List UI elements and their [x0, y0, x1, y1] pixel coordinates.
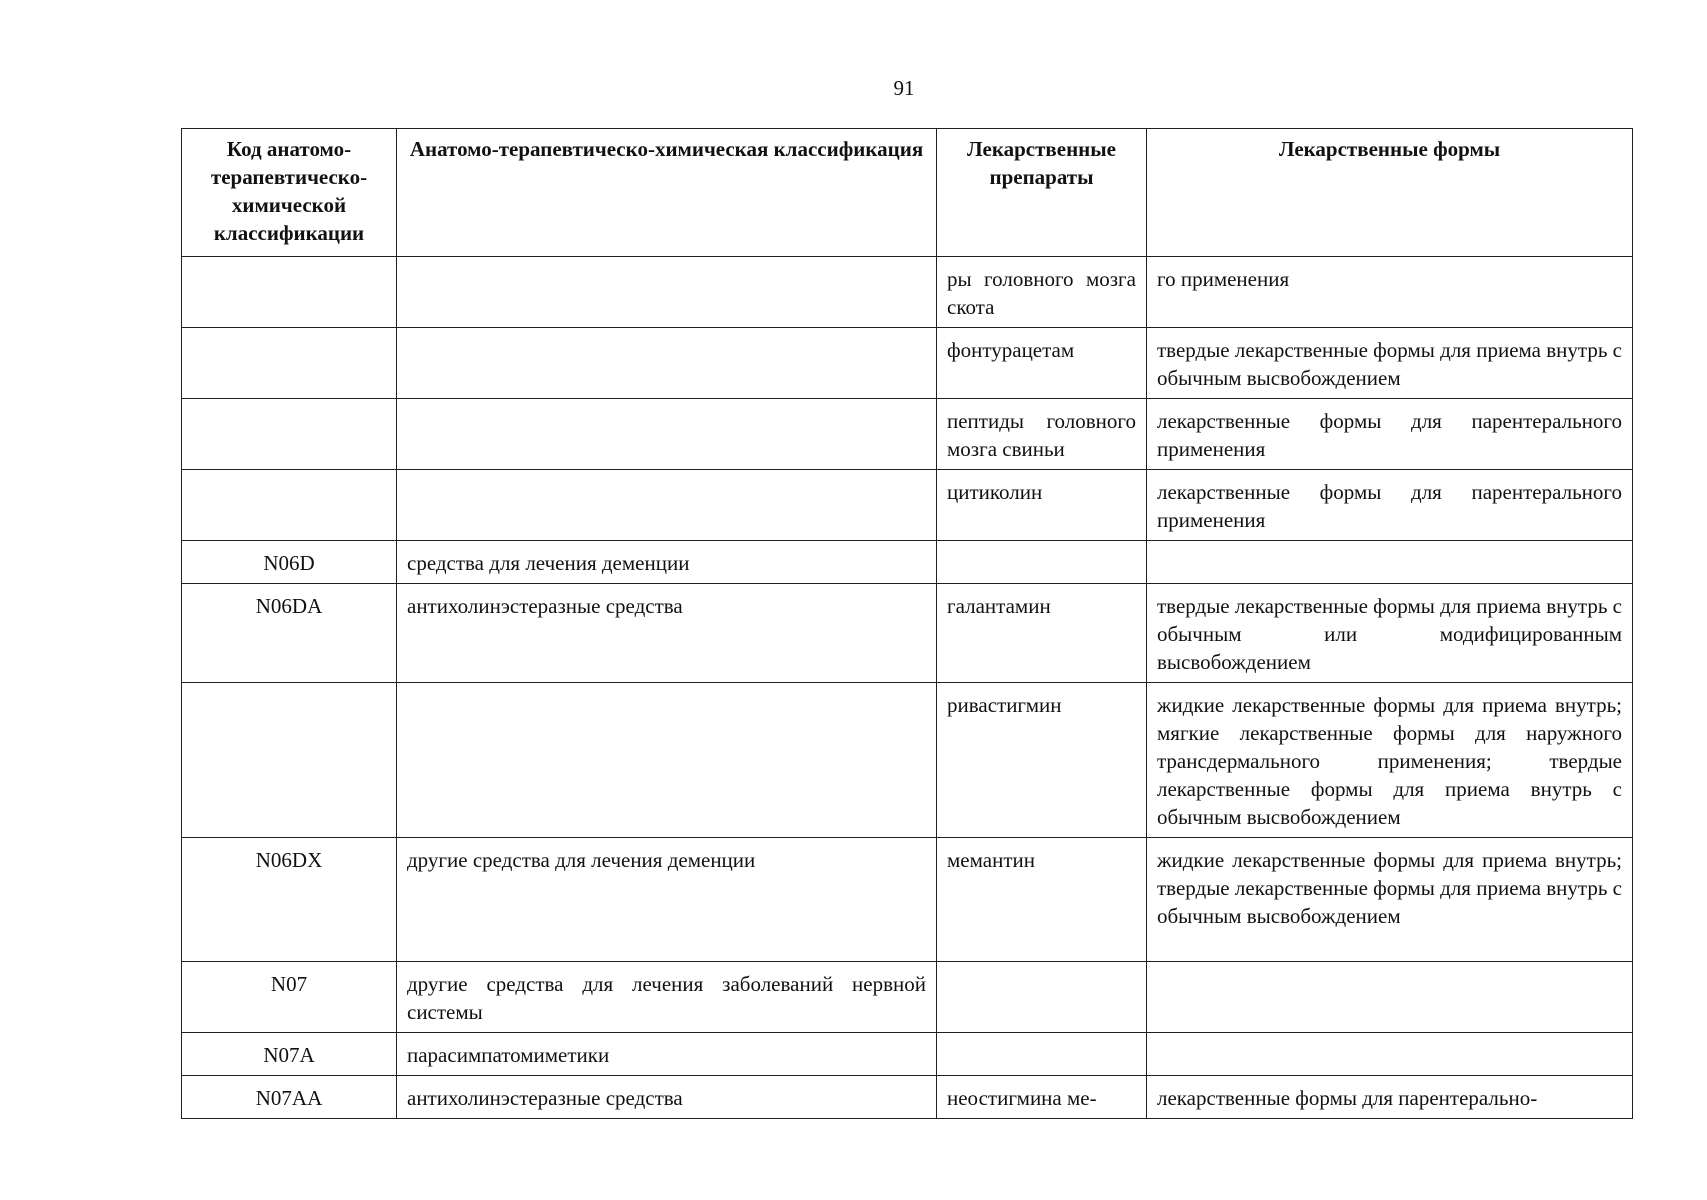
- dosage-form-cell: го применения: [1147, 257, 1633, 328]
- classification-cell: [397, 257, 937, 328]
- classification-cell: [397, 683, 937, 838]
- classification-cell: другие средства для лечения заболеваний нервной системы: [397, 962, 937, 1033]
- dosage-form-cell: твердые лекарственные формы для приема внутрь с обычным высвобождением: [1147, 328, 1633, 399]
- table-header-row: [182, 129, 1633, 257]
- drug-cell: [937, 962, 1147, 1033]
- classification-cell: [397, 470, 937, 541]
- table-row: [182, 584, 1633, 683]
- drug-cell: фонтурацетам: [937, 328, 1147, 399]
- atc-code-cell: N06D: [182, 541, 397, 584]
- drug-cell: мемантин: [937, 838, 1147, 962]
- table-row: [182, 470, 1633, 541]
- classification-cell: другие средства для лечения деменции: [397, 838, 937, 962]
- dosage-form-cell: лекарственные формы для парентерально-: [1147, 1076, 1633, 1119]
- header-drugs: Лекарственные препараты: [937, 129, 1147, 257]
- classification-cell: парасимпатомиметики: [397, 1033, 937, 1076]
- atc-code-cell: [182, 257, 397, 328]
- header-atc-code: Код анатомо-терапевтическо-химической классификации: [182, 129, 397, 257]
- atc-code-cell: N07A: [182, 1033, 397, 1076]
- dosage-form-cell: жидкие лекарственные формы для приема внутрь; мягкие лекарственные формы для наружного трансдермального применения; твердые лекарственные формы для приема внутрь с обычным высвобождением: [1147, 683, 1633, 838]
- table-row: [182, 1033, 1633, 1076]
- classification-cell: [397, 328, 937, 399]
- table-row: [182, 683, 1633, 838]
- table-row: [182, 328, 1633, 399]
- drug-cell: цитиколин: [937, 470, 1147, 541]
- table-row: [182, 257, 1633, 328]
- drug-cell: ривастигмин: [937, 683, 1147, 838]
- table-row: [182, 962, 1633, 1033]
- atc-code-cell: [182, 328, 397, 399]
- drug-cell: [937, 1033, 1147, 1076]
- table-row: [182, 1076, 1633, 1119]
- dosage-form-cell: лекарственные формы для парентерального применения: [1147, 470, 1633, 541]
- atc-code-cell: N07AA: [182, 1076, 397, 1119]
- dosage-form-cell: [1147, 541, 1633, 584]
- atc-code-cell: N07: [182, 962, 397, 1033]
- dosage-form-cell: [1147, 962, 1633, 1033]
- dosage-form-cell: [1147, 1033, 1633, 1076]
- classification-cell: средства для лечения деменции: [397, 541, 937, 584]
- drug-cell: галантамин: [937, 584, 1147, 683]
- header-dosage-forms: Лекарственные формы: [1147, 129, 1633, 257]
- atc-table: [181, 128, 1633, 1119]
- atc-code-cell: [182, 399, 397, 470]
- atc-code-cell: [182, 683, 397, 838]
- atc-code-cell: N06DX: [182, 838, 397, 962]
- table-row: [182, 838, 1633, 962]
- dosage-form-cell: лекарственные формы для парентерального применения: [1147, 399, 1633, 470]
- drug-cell: пептиды головного мозга свиньи: [937, 399, 1147, 470]
- atc-code-cell: N06DA: [182, 584, 397, 683]
- classification-cell: антихолинэстеразные средства: [397, 1076, 937, 1119]
- page-number: 91: [893, 76, 915, 100]
- drug-cell: неостигмина ме-: [937, 1076, 1147, 1119]
- drug-cell: ры головного мозга скота: [937, 257, 1147, 328]
- table-row: [182, 541, 1633, 584]
- classification-cell: [397, 399, 937, 470]
- header-atc-classification: Анатомо-терапевтическо-химическая классификация: [397, 129, 937, 257]
- drug-cell: [937, 541, 1147, 584]
- atc-code-cell: [182, 470, 397, 541]
- classification-cell: антихолинэстеразные средства: [397, 584, 937, 683]
- table-row: [182, 399, 1633, 470]
- dosage-form-cell: жидкие лекарственные формы для приема внутрь; твердые лекарственные формы для приема внутрь с обычным высвобождением: [1147, 838, 1633, 962]
- dosage-form-cell: твердые лекарственные формы для приема внутрь с обычным или модифицированным высвобождением: [1147, 584, 1633, 683]
